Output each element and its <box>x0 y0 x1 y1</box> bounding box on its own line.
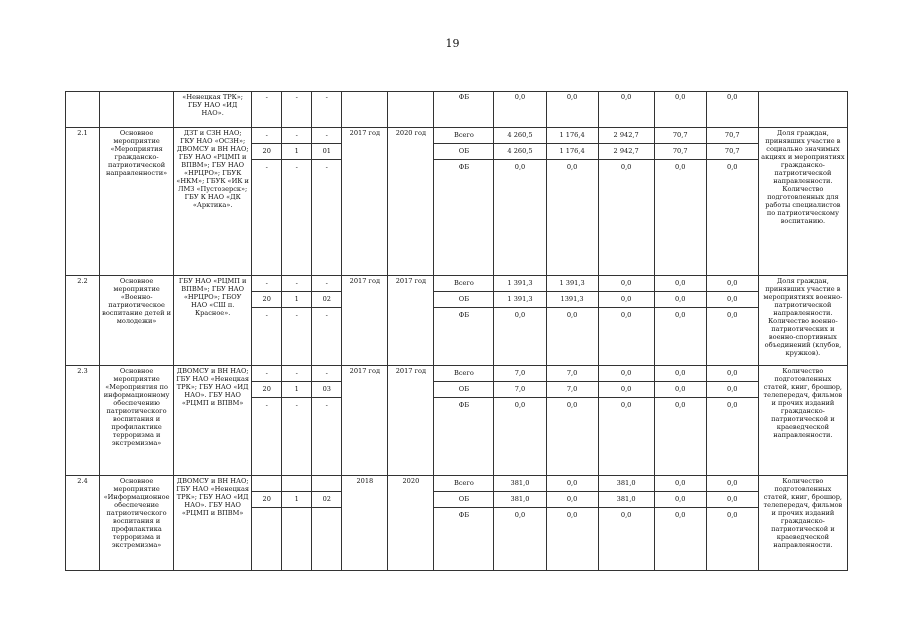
row-name-cell: Основное мероприятие «Мероприятия гражданско-патриотической направленности» <box>100 128 174 276</box>
table-row <box>66 366 848 476</box>
value-cell: 0,0 <box>494 92 546 128</box>
table-row <box>66 476 848 571</box>
value-cell: 0,0 <box>598 92 654 128</box>
row-name-cell: Основное мероприятие «Военно-патриотическое воспитание детей и молодежи» <box>100 276 174 366</box>
executor-cell: «Ненецкая ТРК»; ГБУ НАО «ИД НАО». <box>174 92 252 128</box>
source-cell: Всего ОБ ФБ <box>434 276 494 366</box>
value-cell: 4 260,5 4 260,5 0,0 <box>494 128 546 276</box>
start-cell <box>342 92 388 128</box>
row-num-cell: 2.1 <box>66 128 100 276</box>
code-cell: - 20 - <box>252 366 282 476</box>
code-cell: - 1 - <box>282 366 312 476</box>
value-cell: 1 391,3 1 391,3 0,0 <box>494 276 546 366</box>
end-cell: 2017 год <box>388 366 434 476</box>
code-cell: 02 <box>312 476 342 571</box>
indicator-cell: Количество подготовленных статей, книг, брошюр, телепередач, фильмов и прочих изданий гражданско-патриотической и краеведческой направленности. <box>758 366 847 476</box>
value-cell: 0,0 <box>706 92 758 128</box>
code-cell: - <box>312 92 342 128</box>
table-row <box>66 128 848 276</box>
value-cell: 0,0 0,0 0,0 <box>598 366 654 476</box>
table-row <box>66 92 848 128</box>
end-cell: 2020 <box>388 476 434 571</box>
table-row <box>66 276 848 366</box>
value-cell: 0,0 0,0 0,0 <box>706 276 758 366</box>
row-num-cell: 2.2 <box>66 276 100 366</box>
row-num-cell: 2.4 <box>66 476 100 571</box>
source-cell: Всего ОБ ФБ <box>434 128 494 276</box>
code-cell: - 02 - <box>312 276 342 366</box>
value-cell: 70,7 70,7 0,0 <box>706 128 758 276</box>
value-cell: 381,0 381,0 0,0 <box>598 476 654 571</box>
start-cell: 2018 <box>342 476 388 571</box>
value-cell: 0,0 0,0 0,0 <box>706 366 758 476</box>
indicator-cell: Доля граждан, принявших участие в социально значимых акциях и мероприятиях гражданско-патриотической направленности. Количество подготовленных для работы специалистов по патриотическому воспитанию. <box>758 128 847 276</box>
code-cell: - <box>252 92 282 128</box>
value-cell: 0,0 0,0 0,0 <box>654 276 706 366</box>
indicator-cell <box>758 92 847 128</box>
executor-cell: ГБУ НАО «РЦМП и ВПВМ»; ГБУ НАО «НРЦРО»; ГБОУ НАО «СШ п. Красное». <box>174 276 252 366</box>
indicator-cell: Количество подготовленных статей, книг, брошюр, телепередач, фильмов и прочих изданий гражданско-патриотической и краеведческой направленности. <box>758 476 847 571</box>
source-cell: Всего ОБ ФБ <box>434 476 494 571</box>
row-name-cell: Основное мероприятие «Мероприятия по информационному обеспечению патриотического воспитания и профилактике терроризма и экстремизма» <box>100 366 174 476</box>
value-cell: 0,0 0,0 0,0 <box>654 476 706 571</box>
executor-cell: ДВОМСУ и ВН НАО; ГБУ НАО «Ненецкая ТРК»; ГБУ НАО «ИД НАО». ГБУ НАО «РЦМП и ВПВМ» <box>174 476 252 571</box>
code-cell: - 1 - <box>282 128 312 276</box>
code-cell: 20 <box>252 476 282 571</box>
code-cell: - 20 - <box>252 128 282 276</box>
value-cell: 0,0 0,0 0,0 <box>654 366 706 476</box>
source-cell: ФБ <box>434 92 494 128</box>
code-cell: 1 <box>282 476 312 571</box>
value-cell: 0,0 0,0 0,0 <box>706 476 758 571</box>
row-name-cell: Основное мероприятие «Информационное обеспечение патриотического воспитания и профилактика терроризма и экстремизма» <box>100 476 174 571</box>
value-cell: 1 176,4 1 176,4 0,0 <box>546 128 598 276</box>
value-cell: 381,0 381,0 0,0 <box>494 476 546 571</box>
value-cell: 2 942,7 2 942,7 0,0 <box>598 128 654 276</box>
executor-cell: ДВОМСУ и ВН НАО; ГБУ НАО «Ненецкая ТРК»; ГБУ НАО «ИД НАО». ГБУ НАО «РЦМП и ВПВМ» <box>174 366 252 476</box>
value-cell: 7,0 7,0 0,0 <box>546 366 598 476</box>
code-cell: - 01 - <box>312 128 342 276</box>
executor-cell: ДЗТ и СЗН НАО; ГКУ НАО «ОСЗН»; ДВОМСУ и ВН НАО; ГБУ НАО «РЦМП и ВПВМ»; ГБУ НАО «НРЦРО»; ГБУК «НКМ»; ГБУК «ИК и ЛМЗ «Пустозерск»; ГБУ К НАО «ДК «Арктика». <box>174 128 252 276</box>
value-cell: 0,0 <box>546 92 598 128</box>
value-cell: 0,0 0,0 0,0 <box>546 476 598 571</box>
end-cell: 2020 год <box>388 128 434 276</box>
value-cell: 0,0 0,0 0,0 <box>598 276 654 366</box>
code-cell: - 1 - <box>282 276 312 366</box>
code-cell: - 03 - <box>312 366 342 476</box>
code-cell: - 20 - <box>252 276 282 366</box>
source-cell: Всего ОБ ФБ <box>434 366 494 476</box>
value-cell: 0,0 <box>654 92 706 128</box>
start-cell: 2017 год <box>342 128 388 276</box>
code-cell: - <box>282 92 312 128</box>
end-cell <box>388 92 434 128</box>
value-cell: 70,7 70,7 0,0 <box>654 128 706 276</box>
program-table <box>65 91 848 571</box>
indicator-cell: Доля граждан, принявших участие в мероприятиях военно-патриотической направленности. Количество военно-патриотических и военно-спортивных объединений (клубов, кружков). <box>758 276 847 366</box>
start-cell: 2017 год <box>342 366 388 476</box>
start-cell: 2017 год <box>342 276 388 366</box>
row-name-cell <box>100 92 174 128</box>
value-cell: 1 391,3 1391,3 0,0 <box>546 276 598 366</box>
page-number: 19 <box>445 37 460 50</box>
row-num-cell: 2.3 <box>66 366 100 476</box>
end-cell: 2017 год <box>388 276 434 366</box>
row-num-cell <box>66 92 100 128</box>
value-cell: 7,0 7,0 0,0 <box>494 366 546 476</box>
